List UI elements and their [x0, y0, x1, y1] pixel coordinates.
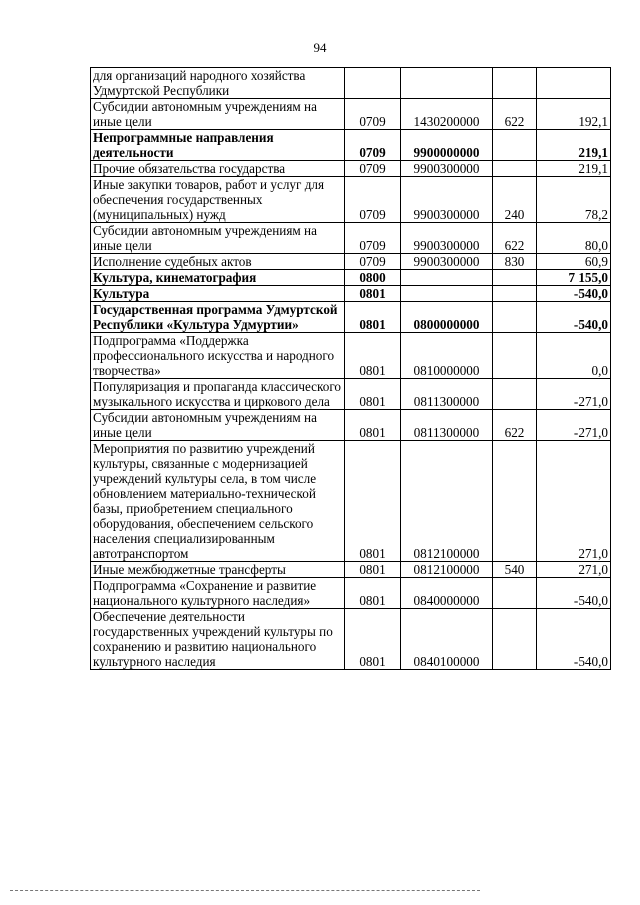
row-name: Иные закупки товаров, работ и услуг для обеспечения государственных (муниципальных) нужд: [91, 177, 345, 223]
row-target-code: 0840100000: [401, 609, 493, 670]
row-expense-type: [493, 441, 537, 562]
table-row: [91, 410, 611, 441]
row-name: Непрограммные направления деятельности: [91, 130, 345, 161]
row-expense-type: [493, 130, 537, 161]
row-section: 0709: [345, 254, 401, 270]
row-amount: 219,1: [537, 130, 611, 161]
row-expense-type: 830: [493, 254, 537, 270]
row-expense-type: [493, 379, 537, 410]
row-amount: 192,1: [537, 99, 611, 130]
table-row: [91, 578, 611, 609]
row-name: Подпрограмма «Поддержка профессионального искусства и народного творчества»: [91, 333, 345, 379]
row-name: Государственная программа Удмуртской Республики «Культура Удмуртии»: [91, 302, 345, 333]
table-row: [91, 441, 611, 562]
row-section: 0801: [345, 609, 401, 670]
row-amount: 78,2: [537, 177, 611, 223]
row-name: Мероприятия по развитию учреждений культуры, связанные с модернизацией учреждений культуры села, в том числе обновлением материально-технической базы, приобретением специального оборудования, обеспечением сельского населения специализированным автотранспортом: [91, 441, 345, 562]
row-target-code: 0840000000: [401, 578, 493, 609]
row-expense-type: [493, 286, 537, 302]
row-amount: 219,1: [537, 161, 611, 177]
row-expense-type: [493, 333, 537, 379]
table-row: [91, 302, 611, 333]
row-target-code: 0811300000: [401, 410, 493, 441]
footer-line: [10, 890, 480, 891]
row-name: Популяризация и пропаганда классического музыкального искусства и циркового дела: [91, 379, 345, 410]
row-expense-type: 540: [493, 562, 537, 578]
row-name: Субсидии автономным учреждениям на иные цели: [91, 99, 345, 130]
row-expense-type: [493, 609, 537, 670]
row-section: 0801: [345, 333, 401, 379]
budget-table: [90, 67, 611, 670]
table-row: [91, 270, 611, 286]
row-amount: -271,0: [537, 410, 611, 441]
row-target-code: 9900300000: [401, 177, 493, 223]
table-row: [91, 161, 611, 177]
row-section: 0801: [345, 410, 401, 441]
row-section: 0709: [345, 99, 401, 130]
row-amount: 7 155,0: [537, 270, 611, 286]
row-name: Культура, кинематография: [91, 270, 345, 286]
row-target-code: 0800000000: [401, 302, 493, 333]
row-target-code: [401, 68, 493, 99]
table-row: [91, 609, 611, 670]
row-target-code: 9900300000: [401, 161, 493, 177]
row-section: 0709: [345, 130, 401, 161]
table-row: [91, 254, 611, 270]
row-name: Обеспечение деятельности государственных учреждений культуры по сохранению и развитию национального культурного наследия: [91, 609, 345, 670]
row-section: 0800: [345, 270, 401, 286]
row-expense-type: 240: [493, 177, 537, 223]
row-expense-type: 622: [493, 410, 537, 441]
row-target-code: [401, 286, 493, 302]
table-row: [91, 223, 611, 254]
row-section: 0801: [345, 441, 401, 562]
row-name: Прочие обязательства государства: [91, 161, 345, 177]
row-target-code: 9900000000: [401, 130, 493, 161]
row-target-code: 0811300000: [401, 379, 493, 410]
row-section: 0801: [345, 379, 401, 410]
row-target-code: 9900300000: [401, 223, 493, 254]
row-amount: [537, 68, 611, 99]
table-row: [91, 130, 611, 161]
page-number: 94: [313, 40, 327, 55]
row-target-code: 9900300000: [401, 254, 493, 270]
row-name: Подпрограмма «Сохранение и развитие национального культурного наследия»: [91, 578, 345, 609]
row-name: Субсидии автономным учреждениям на иные цели: [91, 410, 345, 441]
table-row: [91, 333, 611, 379]
row-name: Исполнение судебных актов: [91, 254, 345, 270]
row-expense-type: 622: [493, 223, 537, 254]
row-expense-type: [493, 578, 537, 609]
row-name: для организаций народного хозяйства Удмуртской Республики: [91, 68, 345, 99]
table-row: [91, 286, 611, 302]
table-row: [91, 379, 611, 410]
row-expense-type: [493, 270, 537, 286]
row-target-code: 0810000000: [401, 333, 493, 379]
table-row: [91, 562, 611, 578]
row-name: Субсидии автономным учреждениям на иные цели: [91, 223, 345, 254]
row-amount: -271,0: [537, 379, 611, 410]
row-section: 0709: [345, 161, 401, 177]
row-target-code: 1430200000: [401, 99, 493, 130]
table-row: [91, 68, 611, 99]
row-amount: 80,0: [537, 223, 611, 254]
row-expense-type: [493, 161, 537, 177]
row-section: [345, 68, 401, 99]
table-row: [91, 99, 611, 130]
row-amount: -540,0: [537, 302, 611, 333]
row-amount: -540,0: [537, 578, 611, 609]
row-amount: -540,0: [537, 609, 611, 670]
row-section: 0801: [345, 562, 401, 578]
row-section: 0801: [345, 286, 401, 302]
row-expense-type: 622: [493, 99, 537, 130]
row-amount: 271,0: [537, 562, 611, 578]
row-target-code: 0812100000: [401, 562, 493, 578]
row-section: 0709: [345, 177, 401, 223]
row-section: 0801: [345, 302, 401, 333]
row-name: Иные межбюджетные трансферты: [91, 562, 345, 578]
table-row: [91, 177, 611, 223]
row-expense-type: [493, 68, 537, 99]
row-amount: 60,9: [537, 254, 611, 270]
row-target-code: [401, 270, 493, 286]
row-section: 0709: [345, 223, 401, 254]
row-name: Культура: [91, 286, 345, 302]
row-expense-type: [493, 302, 537, 333]
row-amount: 271,0: [537, 441, 611, 562]
row-target-code: 0812100000: [401, 441, 493, 562]
row-amount: -540,0: [537, 286, 611, 302]
row-amount: 0,0: [537, 333, 611, 379]
row-section: 0801: [345, 578, 401, 609]
